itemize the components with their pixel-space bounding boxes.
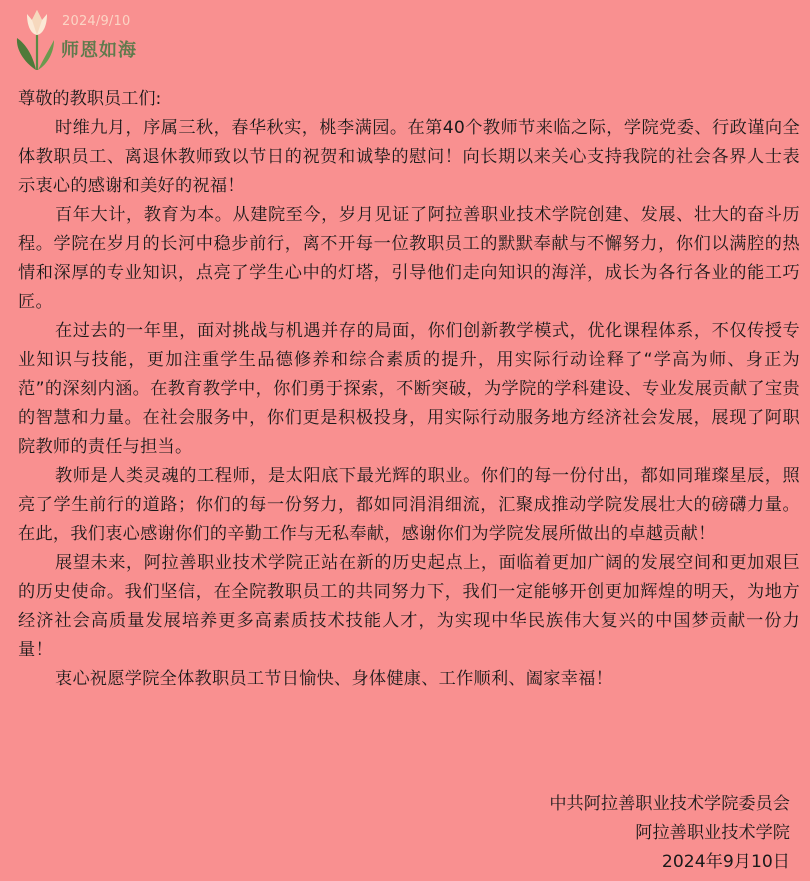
signature-block bbox=[549, 790, 790, 877]
tulip-icon bbox=[14, 4, 60, 72]
salutation: 尊敬的教职员工们: bbox=[18, 89, 162, 109]
signature-college: 阿拉善职业技术学院 bbox=[635, 823, 790, 843]
paragraph: 衷心祝愿学院全体教职员工节日愉快、身体健康、工作顺利、阖家幸福！ bbox=[55, 669, 614, 689]
signature-committee: 中共阿拉善职业技术学院委员会 bbox=[549, 794, 790, 814]
signature-date: 2024年9月10日 bbox=[661, 852, 790, 872]
paragraph: 教师是人类灵魂的工程师，是太阳底下最光辉的职业。你们的每一份付出，都如同璀璨星辰，照亮了学生前行的道路；你们的每一份努力，都如同涓涓细流，汇聚成推动学院发展壮大的磅礴力量。在此，我们衷心感谢你们的辛勤工作与无私奉献，感谢你们为学院发展所做出的卓越贡献！ bbox=[18, 466, 800, 544]
paragraph: 展望未来，阿拉善职业技术学院正站在新的历史起点上，面临着更加广阔的发展空间和更加艰巨的历史使命。我们坚信，在全院教职员工的共同努力下，我们一定能够开创更加辉煌的明天，为地方经济社会高质量发展培养更多高素质技术技能人才，为实现中华民族伟大复兴的中国梦贡献一份力量！ bbox=[18, 553, 800, 660]
page-header bbox=[14, 4, 314, 74]
paragraph: 在过去的一年里，面对挑战与机遇并存的局面，你们创新教学模式，优化课程体系，不仅传授专业知识与技能，更加注重学生品德修养和综合素质的提升，用实际行动诠释了“学高为师、身正为范”的深刻内涵。在教育教学中，你们勇于探索，不断突破，为学院的学科建设、专业发展贡献了宝贵的智慧和力量。在社会服务中，你们更是积极投身，用实际行动服务地方经济社会发展，展现了阿职院教师的责任与担当。 bbox=[18, 321, 800, 457]
letter-body bbox=[18, 85, 800, 694]
paragraph: 时维九月，序属三秋，春华秋实，桃李满园。在第40个教师节来临之际，学院党委、行政谨向全体教职员工、离退休教师致以节日的祝贺和诚挚的慰问！向长期以来关心支持我院的社会各界人士表示衷心的感谢和美好的祝福！ bbox=[18, 118, 800, 196]
header-date: 2024/9/10 bbox=[62, 14, 131, 29]
paragraph: 百年大计，教育为本。从建院至今，岁月见证了阿拉善职业技术学院创建、发展、壮大的奋斗历程。学院在岁月的长河中稳步前行，离不开每一位教职员工的默默奉献与不懈努力，你们以满腔的热情和深厚的专业知识，点亮了学生心中的灯塔，引导他们走向知识的海洋，成长为各行各业的能工巧匠。 bbox=[18, 205, 800, 312]
header-title: 师恩如海 bbox=[61, 40, 137, 61]
